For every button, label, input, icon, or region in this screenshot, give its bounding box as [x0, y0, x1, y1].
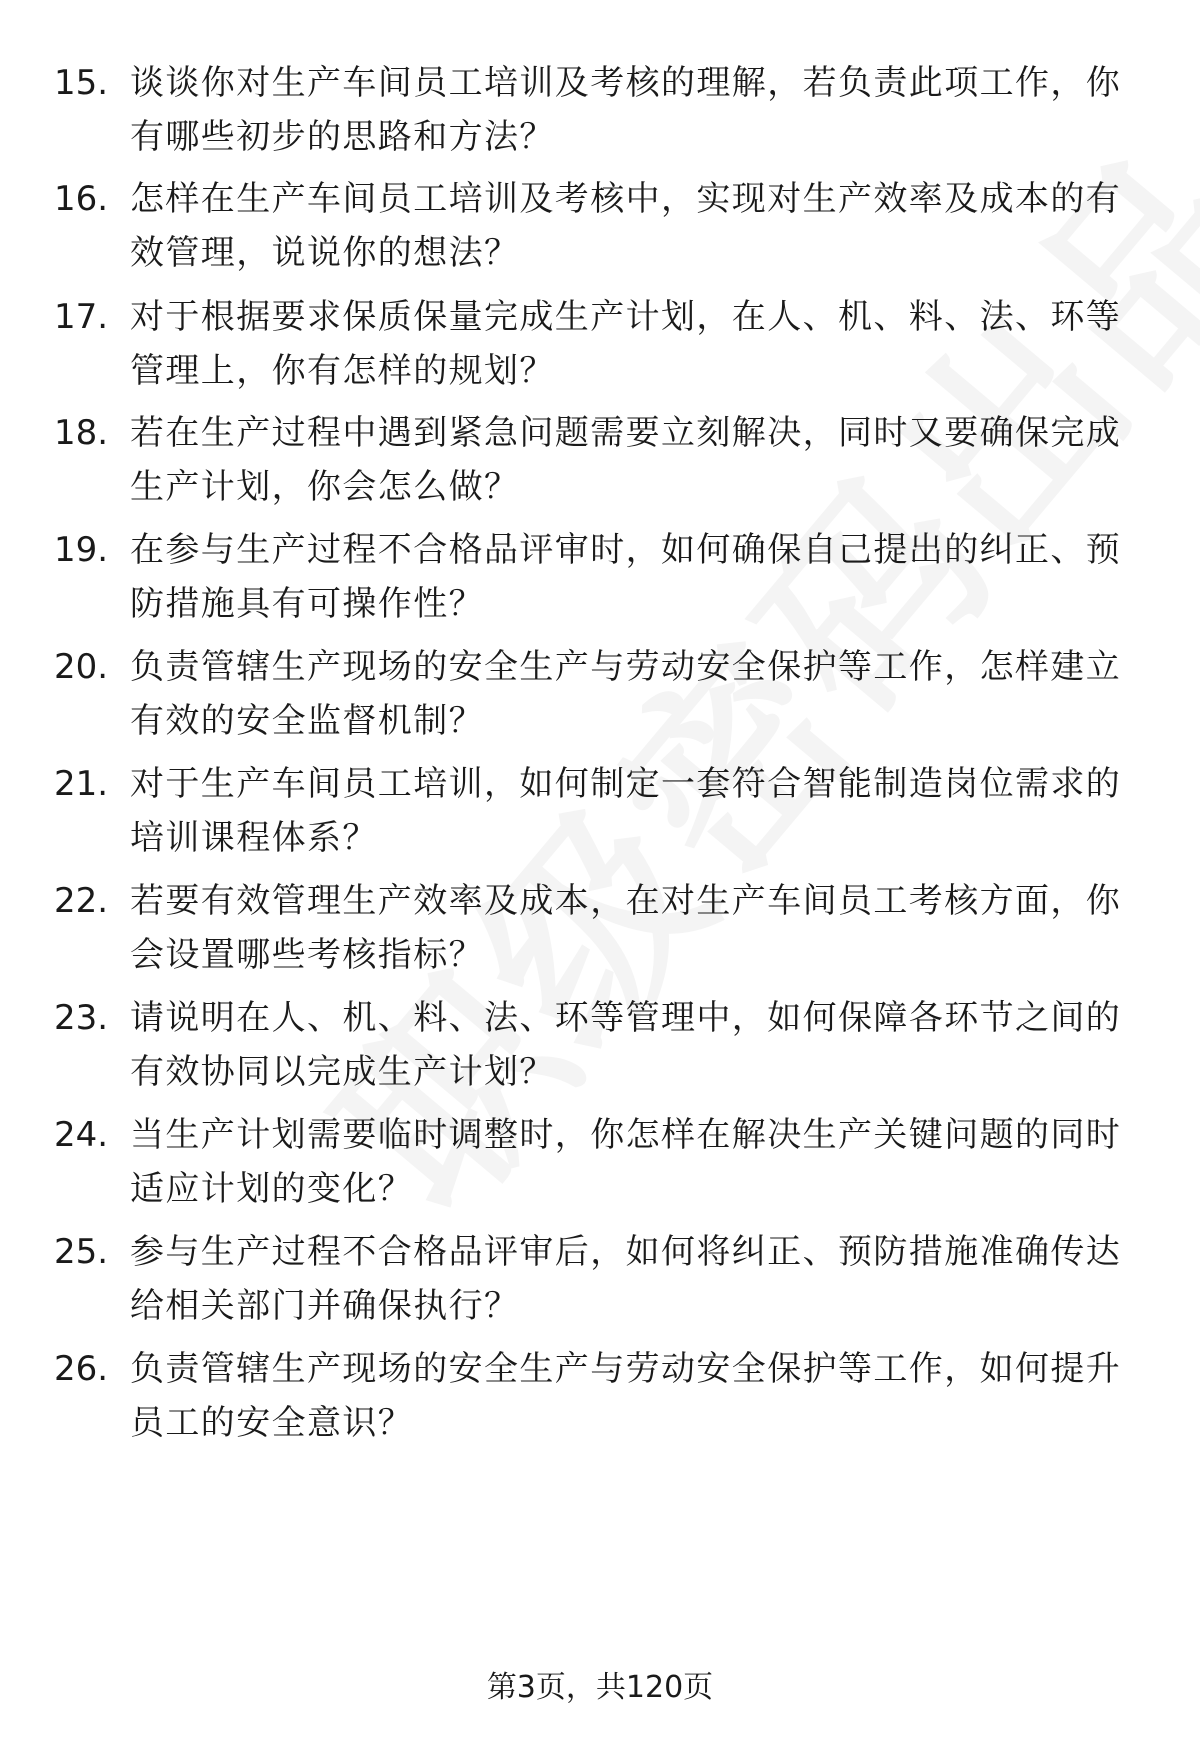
question-text: 负责管辖生产现场的安全生产与劳动安全保护等工作，怎样建立有效的安全监督机制？ — [130, 647, 1122, 741]
question-text: 对于生产车间员工培训，如何制定一套符合智能制造岗位需求的培训课程体系？ — [130, 764, 1122, 858]
question-item — [0, 523, 1200, 623]
question-item — [0, 1108, 1200, 1208]
question-text: 参与生产过程不合格品评审后，如何将纠正、预防措施准确传达给相关部门并确保执行？ — [130, 1232, 1122, 1326]
question-item — [0, 172, 1200, 272]
question-item — [0, 56, 1200, 156]
question-text: 在参与生产过程不合格品评审时，如何确保自己提出的纠正、预防措施具有可操作性？ — [130, 530, 1122, 624]
question-text: 请说明在人、机、料、法、环等管理中，如何保障各环节之间的有效协同以完成生产计划？ — [130, 998, 1122, 1092]
question-number: 16. — [54, 179, 109, 219]
question-item — [0, 640, 1200, 740]
question-number: 20. — [54, 647, 109, 687]
question-item — [0, 874, 1200, 974]
question-number: 22. — [54, 881, 109, 921]
question-item — [0, 406, 1200, 506]
question-number: 18. — [54, 413, 109, 453]
question-number: 24. — [54, 1115, 109, 1155]
question-item — [0, 991, 1200, 1091]
question-number: 19. — [54, 530, 109, 570]
question-number: 25. — [54, 1232, 109, 1272]
question-number: 21. — [54, 764, 109, 804]
question-text: 对于根据要求保质保量完成生产计划，在人、机、料、法、环等管理上，你有怎样的规划？ — [130, 297, 1122, 391]
question-item — [0, 290, 1200, 390]
question-text: 谈谈你对生产车间员工培训及考核的理解，若负责此项工作，你有哪些初步的思路和方法？ — [130, 63, 1122, 157]
question-text: 当生产计划需要临时调整时，你怎样在解决生产关键问题的同时适应计划的变化？ — [130, 1115, 1122, 1209]
question-text: 怎样在生产车间员工培训及考核中，实现对生产效率及成本的有效管理，说说你的想法？ — [130, 179, 1122, 273]
question-item — [0, 757, 1200, 857]
question-number: 17. — [54, 297, 109, 337]
question-item — [0, 1342, 1200, 1442]
question-text: 负责管辖生产现场的安全生产与劳动安全保护等工作，如何提升员工的安全意识？ — [130, 1349, 1122, 1443]
question-number: 26. — [54, 1349, 109, 1389]
question-item — [0, 1225, 1200, 1325]
question-text: 若在生产过程中遇到紧急问题需要立刻解决，同时又要确保完成生产计划，你会怎么做？ — [130, 413, 1122, 507]
question-text: 若要有效管理生产效率及成本，在对生产车间员工考核方面，你会设置哪些考核指标？ — [130, 881, 1122, 975]
page-footer: 第3页，共120页 — [486, 1670, 714, 1705]
question-number: 15. — [54, 63, 109, 103]
question-number: 23. — [54, 998, 109, 1038]
